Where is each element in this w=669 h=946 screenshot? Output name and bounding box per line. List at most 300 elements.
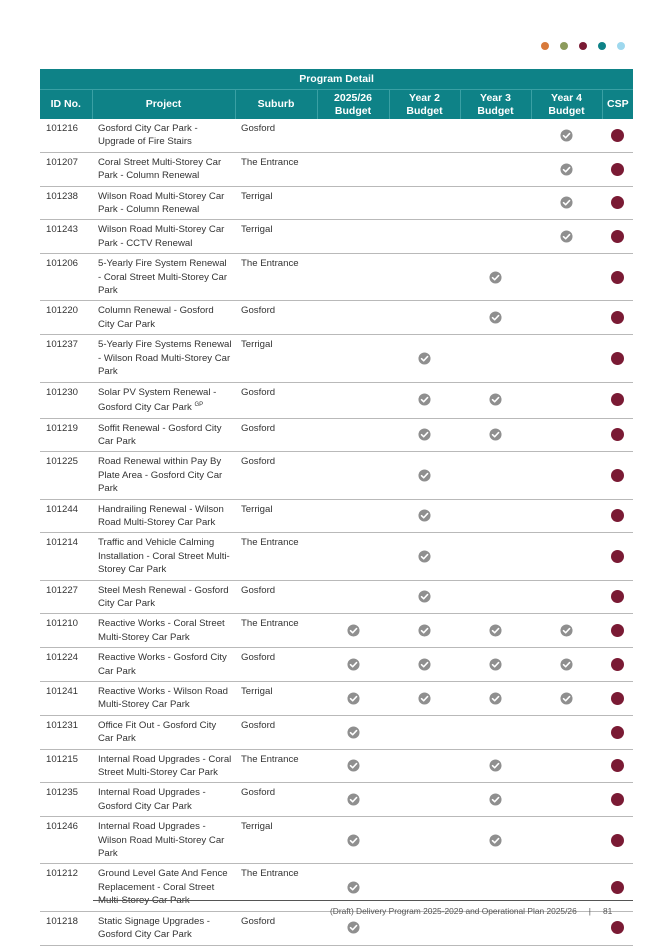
row-y4-cell	[531, 749, 602, 783]
table-row	[40, 817, 633, 864]
row-project-text: Traffic and Vehicle Calming Installation - Coral Street Multi-Storey Car Park	[98, 537, 230, 576]
check-circle-icon	[347, 759, 360, 772]
check-circle-icon	[560, 196, 573, 209]
row-y1-cell	[317, 715, 389, 749]
row-project	[92, 119, 235, 152]
csp-dot-icon	[611, 230, 624, 243]
row-y2-cell	[389, 382, 460, 418]
row-y2-cell	[389, 152, 460, 186]
row-y3-cell	[460, 533, 531, 580]
row-suburb: Gosford	[235, 911, 317, 945]
row-csp-cell	[602, 254, 633, 301]
row-y1-cell	[317, 648, 389, 682]
row-project-text: Reactive Works - Wilson Road Multi-Storey Car Park	[98, 686, 228, 711]
row-csp-cell	[602, 119, 633, 152]
row-id: 101237	[40, 335, 92, 382]
row-csp-cell	[602, 382, 633, 418]
col-year2-budget	[389, 90, 460, 120]
row-id: 101230	[40, 382, 92, 418]
row-y4-cell	[531, 648, 602, 682]
program-table	[40, 69, 633, 946]
check-circle-icon	[418, 428, 431, 441]
row-y1-cell	[317, 418, 389, 452]
row-y2-cell	[389, 648, 460, 682]
csp-dot-icon	[611, 509, 624, 522]
table-row	[40, 614, 633, 648]
row-csp-cell	[602, 186, 633, 220]
table-row	[40, 499, 633, 533]
row-project	[92, 152, 235, 186]
row-y3-cell	[460, 335, 531, 382]
col-year2-line1: Year 2	[409, 91, 440, 104]
row-id: 101216	[40, 119, 92, 152]
table-row	[40, 648, 633, 682]
col-csp: CSP	[602, 90, 633, 120]
row-y1-cell	[317, 301, 389, 335]
row-id: 101218	[40, 911, 92, 945]
row-project	[92, 682, 235, 716]
row-id: 101243	[40, 220, 92, 254]
row-suburb: The Entrance	[235, 614, 317, 648]
row-y3-cell	[460, 614, 531, 648]
row-suburb: The Entrance	[235, 254, 317, 301]
check-circle-icon	[560, 230, 573, 243]
check-circle-icon	[489, 271, 502, 284]
check-circle-icon	[418, 509, 431, 522]
row-project	[92, 864, 235, 911]
row-project-text: Steel Mesh Renewal - Gosford City Car Park	[98, 584, 229, 609]
row-y4-cell	[531, 783, 602, 817]
col-year4-line1: Year 4	[551, 91, 582, 104]
check-circle-icon	[418, 469, 431, 482]
check-circle-icon	[489, 624, 502, 637]
row-id: 101238	[40, 186, 92, 220]
check-circle-icon	[560, 163, 573, 176]
row-project-text: Column Renewal - Gosford City Car Park	[98, 305, 214, 330]
row-suburb: The Entrance	[235, 152, 317, 186]
table-row	[40, 119, 633, 152]
row-y1-cell	[317, 911, 389, 945]
row-id: 101214	[40, 533, 92, 580]
row-y4-cell	[531, 452, 602, 499]
program-rows	[40, 119, 633, 945]
row-y4-cell	[531, 864, 602, 911]
row-y2-cell	[389, 186, 460, 220]
csp-dot-icon	[611, 658, 624, 671]
row-suburb: The Entrance	[235, 533, 317, 580]
row-project-text: Wilson Road Multi-Storey Car Park - CCTV Renewal	[98, 224, 225, 249]
row-y2-cell	[389, 749, 460, 783]
row-csp-cell	[602, 335, 633, 382]
row-csp-cell	[602, 715, 633, 749]
table-row	[40, 783, 633, 817]
row-y1-cell	[317, 614, 389, 648]
row-y4-cell	[531, 499, 602, 533]
row-project	[92, 335, 235, 382]
table-row	[40, 452, 633, 499]
row-y4-cell	[531, 119, 602, 152]
row-y3-cell	[460, 864, 531, 911]
row-project-text: Reactive Works - Gosford City Car Park	[98, 652, 227, 677]
row-suburb: The Entrance	[235, 864, 317, 911]
row-suburb: Terrigal	[235, 220, 317, 254]
check-circle-icon	[489, 834, 502, 847]
row-y3-cell	[460, 452, 531, 499]
row-suburb: Gosford	[235, 301, 317, 335]
table-row	[40, 682, 633, 716]
page-number: 81	[602, 906, 613, 916]
row-y2-cell	[389, 682, 460, 716]
row-project	[92, 418, 235, 452]
light-blue-dot	[617, 42, 625, 50]
check-circle-icon	[418, 692, 431, 705]
check-circle-icon	[347, 624, 360, 637]
row-y3-cell	[460, 648, 531, 682]
row-project	[92, 580, 235, 614]
row-y3-cell	[460, 186, 531, 220]
row-y1-cell	[317, 254, 389, 301]
row-y3-cell	[460, 682, 531, 716]
csp-dot-icon	[611, 196, 624, 209]
table-row	[40, 152, 633, 186]
row-project-text: Coral Street Multi-Storey Car Park - Column Renewal	[98, 156, 222, 182]
col-year4-line2: Budget	[548, 104, 585, 117]
row-project-text: Solar PV System Renewal - Gosford City Car Park	[98, 386, 217, 414]
row-y3-cell	[460, 152, 531, 186]
csp-dot-icon	[611, 624, 624, 637]
row-id: 101220	[40, 301, 92, 335]
row-suburb: Gosford	[235, 382, 317, 418]
check-circle-icon	[489, 658, 502, 671]
row-project	[92, 533, 235, 580]
row-y4-cell	[531, 580, 602, 614]
program-detail-header: Program Detail	[40, 69, 633, 90]
row-csp-cell	[602, 911, 633, 945]
row-y1-cell	[317, 749, 389, 783]
row-project	[92, 254, 235, 301]
row-project	[92, 452, 235, 499]
row-id: 101212	[40, 864, 92, 911]
col-year1-line1: 2025/26	[334, 91, 372, 104]
csp-dot-icon	[611, 550, 624, 563]
maroon-dot	[579, 42, 587, 50]
row-id: 101235	[40, 783, 92, 817]
row-id: 101241	[40, 682, 92, 716]
row-y2-cell	[389, 783, 460, 817]
row-project	[92, 783, 235, 817]
row-y3-cell	[460, 715, 531, 749]
row-csp-cell	[602, 418, 633, 452]
row-suburb: Terrigal	[235, 186, 317, 220]
table-row	[40, 580, 633, 614]
row-csp-cell	[602, 682, 633, 716]
col-year3-line1: Year 3	[480, 91, 511, 104]
row-y1-cell	[317, 533, 389, 580]
row-y3-cell	[460, 301, 531, 335]
footer-title: (Draft) Delivery Program 2025-2029 and Operational Plan 2025/26	[330, 906, 577, 916]
csp-dot-icon	[611, 921, 624, 934]
olive-dot	[560, 42, 568, 50]
row-y2-cell	[389, 418, 460, 452]
row-y4-cell	[531, 614, 602, 648]
row-suburb: Gosford	[235, 418, 317, 452]
row-id: 101227	[40, 580, 92, 614]
check-circle-icon	[418, 393, 431, 406]
row-csp-cell	[602, 614, 633, 648]
col-year1-line2: Budget	[334, 104, 372, 117]
row-y3-cell	[460, 499, 531, 533]
table-row	[40, 301, 633, 335]
row-project	[92, 648, 235, 682]
row-y1-cell	[317, 499, 389, 533]
row-y2-cell	[389, 301, 460, 335]
table-row	[40, 715, 633, 749]
row-project-text: Wilson Road Multi-Storey Car Park - Column Renewal	[98, 190, 225, 216]
row-y2-cell	[389, 499, 460, 533]
row-id: 101219	[40, 418, 92, 452]
row-y4-cell	[531, 533, 602, 580]
table-row	[40, 254, 633, 301]
row-y1-cell	[317, 580, 389, 614]
table-row	[40, 533, 633, 580]
check-circle-icon	[560, 129, 573, 142]
row-y4-cell	[531, 382, 602, 418]
row-suburb: The Entrance	[235, 749, 317, 783]
row-project-text: Ground Level Gate And Fence Replacement - Coral Street	[98, 868, 228, 893]
row-csp-cell	[602, 152, 633, 186]
row-project	[92, 749, 235, 783]
row-y2-cell	[389, 335, 460, 382]
check-circle-icon	[489, 793, 502, 806]
row-y3-cell	[460, 749, 531, 783]
row-csp-cell	[602, 817, 633, 864]
csp-dot-icon	[611, 393, 624, 406]
row-y3-cell	[460, 911, 531, 945]
table-row	[40, 864, 633, 911]
csp-dot-icon	[611, 129, 624, 142]
row-project	[92, 911, 235, 945]
row-y1-cell	[317, 864, 389, 911]
row-id: 101225	[40, 452, 92, 499]
check-circle-icon	[347, 726, 360, 739]
row-suburb: Gosford	[235, 452, 317, 499]
table-row	[40, 418, 633, 452]
row-project-text: 5-Yearly Fire System Renewal - Coral Street Multi-Storey Car Park	[98, 258, 228, 297]
row-project	[92, 186, 235, 220]
check-circle-icon	[489, 759, 502, 772]
teal-dot	[598, 42, 606, 50]
col-year2-line2: Budget	[406, 104, 443, 117]
row-y2-cell	[389, 254, 460, 301]
row-y2-cell	[389, 911, 460, 945]
row-project-text: Reactive Works - Coral Street Multi-Storey Car Park	[98, 618, 225, 643]
row-y1-cell	[317, 817, 389, 864]
csp-dot-icon	[611, 759, 624, 772]
row-y2-cell	[389, 119, 460, 152]
csp-dot-icon	[611, 881, 624, 894]
row-y4-cell	[531, 418, 602, 452]
row-csp-cell	[602, 499, 633, 533]
row-y4-cell	[531, 682, 602, 716]
row-y3-cell	[460, 220, 531, 254]
table-row	[40, 186, 633, 220]
row-suburb: Terrigal	[235, 335, 317, 382]
row-y3-cell	[460, 783, 531, 817]
row-y1-cell	[317, 186, 389, 220]
row-y4-cell	[531, 220, 602, 254]
col-year4-budget	[531, 90, 602, 120]
row-csp-cell	[602, 301, 633, 335]
row-project	[92, 715, 235, 749]
row-y3-cell	[460, 580, 531, 614]
row-y1-cell	[317, 783, 389, 817]
row-suburb: Terrigal	[235, 817, 317, 864]
check-circle-icon	[347, 834, 360, 847]
row-y3-cell	[460, 817, 531, 864]
row-project-text: Office Fit Out - Gosford City Car Park	[98, 719, 217, 745]
row-csp-cell	[602, 452, 633, 499]
check-circle-icon	[347, 658, 360, 671]
col-project: Project	[92, 90, 235, 120]
row-csp-cell	[602, 648, 633, 682]
row-y1-cell	[317, 452, 389, 499]
check-circle-icon	[489, 692, 502, 705]
row-project	[92, 614, 235, 648]
row-project-text: 5-Yearly Fire Systems Renewal - Wilson Road Multi-Storey Car Park	[98, 339, 232, 378]
csp-dot-icon	[611, 163, 624, 176]
row-suburb: Terrigal	[235, 682, 317, 716]
row-project-text: Static Signage Upgrades - Gosford City Car Park	[98, 915, 210, 941]
row-id: 101206	[40, 254, 92, 301]
csp-dot-icon	[611, 692, 624, 705]
row-csp-cell	[602, 864, 633, 911]
check-circle-icon	[560, 658, 573, 671]
row-id: 101246	[40, 817, 92, 864]
csp-dot-icon	[611, 590, 624, 603]
row-y1-cell	[317, 382, 389, 418]
row-y4-cell	[531, 301, 602, 335]
row-y2-cell	[389, 220, 460, 254]
col-year1-budget	[317, 90, 389, 120]
col-id: ID No.	[40, 90, 92, 120]
check-circle-icon	[560, 692, 573, 705]
green-project-marker: GP	[194, 401, 204, 408]
check-circle-icon	[418, 590, 431, 603]
row-y3-cell	[460, 382, 531, 418]
row-y3-cell	[460, 254, 531, 301]
row-project	[92, 499, 235, 533]
row-id: 101210	[40, 614, 92, 648]
page-footer	[330, 906, 612, 916]
row-project-text: Road Renewal within Pay By Plate Area - Gosford City Car Park	[98, 456, 223, 495]
row-project	[92, 382, 235, 418]
decorative-dots	[541, 42, 625, 50]
check-circle-icon	[347, 692, 360, 705]
csp-dot-icon	[611, 311, 624, 324]
col-year3-budget	[460, 90, 531, 120]
csp-dot-icon	[611, 793, 624, 806]
row-project	[92, 220, 235, 254]
row-y2-cell	[389, 452, 460, 499]
row-id: 101224	[40, 648, 92, 682]
row-y4-cell	[531, 254, 602, 301]
row-suburb: Gosford	[235, 715, 317, 749]
row-y2-cell	[389, 817, 460, 864]
csp-dot-icon	[611, 428, 624, 441]
row-y4-cell	[531, 186, 602, 220]
row-csp-cell	[602, 749, 633, 783]
row-y1-cell	[317, 335, 389, 382]
csp-dot-icon	[611, 352, 624, 365]
row-y1-cell	[317, 220, 389, 254]
check-circle-icon	[418, 550, 431, 563]
row-csp-cell	[602, 220, 633, 254]
row-csp-cell	[602, 580, 633, 614]
check-circle-icon	[418, 658, 431, 671]
csp-dot-icon	[611, 834, 624, 847]
row-project-text: Soffit Renewal - Gosford City Car Park	[98, 422, 222, 447]
row-project-text: Gosford City Car Park - Upgrade of Fire Stairs	[98, 123, 198, 148]
row-csp-cell	[602, 783, 633, 817]
row-y1-cell	[317, 119, 389, 152]
row-y3-cell	[460, 119, 531, 152]
row-id: 101244	[40, 499, 92, 533]
row-y4-cell	[531, 817, 602, 864]
row-project	[92, 817, 235, 864]
check-circle-icon	[418, 352, 431, 365]
col-year3-line2: Budget	[477, 104, 514, 117]
csp-dot-icon	[611, 469, 624, 482]
check-circle-icon	[489, 428, 502, 441]
row-suburb: Gosford	[235, 580, 317, 614]
row-suburb: Gosford	[235, 783, 317, 817]
table-row	[40, 749, 633, 783]
row-y1-cell	[317, 152, 389, 186]
row-id: 101215	[40, 749, 92, 783]
row-id: 101231	[40, 715, 92, 749]
row-y4-cell	[531, 911, 602, 945]
check-circle-icon	[418, 624, 431, 637]
table-row	[40, 220, 633, 254]
csp-dot-icon	[611, 271, 624, 284]
csp-dot-icon	[611, 726, 624, 739]
row-y2-cell	[389, 533, 460, 580]
row-project-text: Internal Road Upgrades - Wilson Road Multi-Storey Car Park	[98, 821, 225, 860]
row-y2-cell	[389, 580, 460, 614]
footer-separator: |	[588, 906, 591, 916]
row-project-text: Internal Road Upgrades - Gosford City Car Park	[98, 787, 206, 812]
check-circle-icon	[489, 311, 502, 324]
table-row	[40, 335, 633, 382]
row-project-text: Handrailing Renewal - Wilson Road Multi-Storey Car Park	[98, 503, 224, 528]
row-y4-cell	[531, 715, 602, 749]
row-y2-cell	[389, 715, 460, 749]
check-circle-icon	[347, 881, 360, 894]
row-id: 101207	[40, 152, 92, 186]
row-y2-cell	[389, 614, 460, 648]
table-row	[40, 382, 633, 418]
row-project-text: Internal Road Upgrades - Coral Street Multi-Storey Car Park	[98, 753, 232, 779]
row-y3-cell	[460, 418, 531, 452]
row-suburb: Gosford	[235, 119, 317, 152]
orange-dot	[541, 42, 549, 50]
row-suburb: Gosford	[235, 648, 317, 682]
row-y4-cell	[531, 335, 602, 382]
table-row	[40, 911, 633, 945]
check-circle-icon	[347, 921, 360, 934]
footer-rule	[93, 900, 633, 901]
row-y4-cell	[531, 152, 602, 186]
